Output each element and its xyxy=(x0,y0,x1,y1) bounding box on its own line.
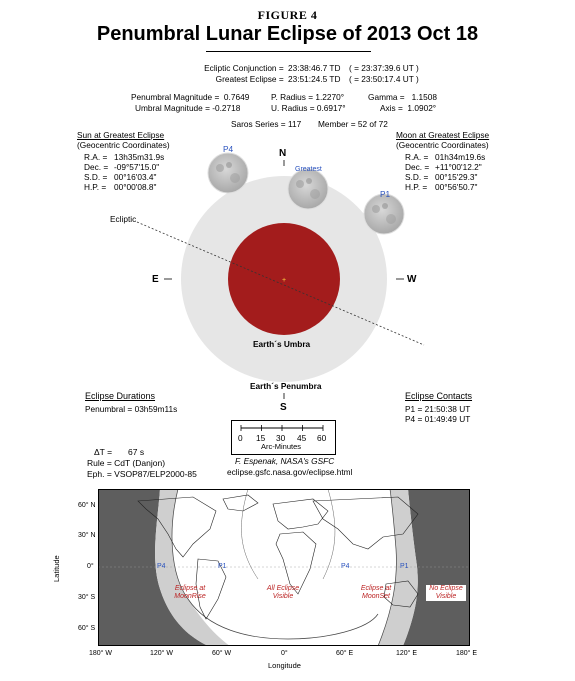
label-all-visible: All Eclipse Visible xyxy=(266,585,300,600)
west-label: W xyxy=(407,274,417,285)
scale-tick-60: 60 xyxy=(317,433,327,443)
lon-180w: 180° W xyxy=(89,650,113,657)
scale-label: Arc-Minutes xyxy=(261,442,302,451)
contacts-heading: Eclipse Contacts xyxy=(405,391,473,401)
rule: Rule = CdT (Danjon) xyxy=(87,458,166,468)
south-label: S xyxy=(280,402,287,413)
lat-0: 0° xyxy=(87,563,94,570)
moon-ra-value: 01h34m19.6s xyxy=(435,152,486,162)
scale-tick-30: 30 xyxy=(276,433,286,443)
moon-ra-key: R.A. = xyxy=(405,152,429,162)
lon-0: 0° xyxy=(281,650,288,657)
penumbral-duration: Penumbral = 03h59m11s xyxy=(85,404,178,414)
lat-60s: 60° S xyxy=(78,625,96,632)
moon-p4 xyxy=(208,153,248,193)
ecliptic-label: Ecliptic xyxy=(110,214,137,224)
scale-tick-15: 15 xyxy=(256,433,266,443)
label-no-eclipse: No Eclipse Visible xyxy=(426,585,466,601)
ephemeris: Eph. = VSOP87/ELP2000-85 xyxy=(87,469,197,479)
conjunction-ut: ( = 23:37:39.6 UT ) xyxy=(349,63,419,73)
greatest-label: Greatest Eclipse = xyxy=(215,74,286,84)
label-moonrise: Eclipse at MoonRise xyxy=(174,585,206,600)
sun-subheading: (Geocentric Coordinates) xyxy=(77,140,170,150)
penumbral-magnitude: Penumbral Magnitude = 0.7649 xyxy=(131,92,250,102)
lon-60e: 60° E xyxy=(336,650,354,657)
moon-hp-value: 00°56'50.7" xyxy=(435,182,478,192)
moon-heading: Moon at Greatest Eclipse xyxy=(396,130,490,140)
map-ylabel: Latitude xyxy=(52,555,61,582)
sun-hp-value: 00°00'08.8" xyxy=(114,182,157,192)
moon-greatest-label: Greatest xyxy=(295,166,322,173)
greatest-value: 23:51:24.5 TD xyxy=(288,74,341,84)
moon-greatest xyxy=(288,169,328,209)
east-label: E xyxy=(152,274,159,285)
umbra-center-mark: + xyxy=(281,277,287,284)
moon-p1-label: P1 xyxy=(380,189,391,199)
gamma: Gamma = 1.1508 xyxy=(368,92,437,102)
credit-url: eclipse.gsfc.nasa.gov/eclipse.html xyxy=(227,467,353,477)
credit-author: F. Espenak, NASA's GSFC xyxy=(235,456,335,466)
lon-180e: 180° E xyxy=(456,650,478,657)
moon-p4-label: P4 xyxy=(223,144,234,154)
sun-ra-key: R.A. = xyxy=(84,152,108,162)
durations-heading: Eclipse Durations xyxy=(85,391,156,401)
moon-dec-value: +11°00'12.2" xyxy=(435,162,482,172)
sun-sd-key: S.D. = xyxy=(84,172,108,182)
lon-60w: 60° W xyxy=(212,650,232,657)
moon-p1 xyxy=(364,194,404,234)
scale-tick-0: 0 xyxy=(238,433,243,443)
moon-subheading: (Geocentric Coordinates) xyxy=(396,140,489,150)
map-p4-left: P4 xyxy=(157,563,166,570)
penumbra-label: Earth´s Penumbra xyxy=(250,381,322,391)
saros-series: Saros Series = 117 xyxy=(231,119,302,129)
delta-t-label: ΔT = xyxy=(94,447,113,457)
moon-sd-value: 00°15'29.3" xyxy=(435,172,478,182)
lat-30n: 30° N xyxy=(78,532,96,539)
page-title: Penumbral Lunar Eclipse of 2013 Oct 18 xyxy=(96,23,479,45)
conjunction-value: 23:38:46.7 TD xyxy=(288,63,341,73)
scale-tick-45: 45 xyxy=(297,433,307,443)
map-p4-right: P4 xyxy=(341,563,350,570)
eclipse-diagram xyxy=(0,140,575,420)
greatest-ut: ( = 23:50:17.4 UT ) xyxy=(349,74,419,84)
sun-sd-value: 00°16'03.4" xyxy=(114,172,157,182)
lon-120w: 120° W xyxy=(150,650,174,657)
sun-dec-value: -09°57'15.0" xyxy=(114,162,160,172)
map-p1-left: P1 xyxy=(218,563,227,570)
umbra-label: Earth´s Umbra xyxy=(253,339,311,349)
moon-dec-key: Dec. = xyxy=(405,162,430,172)
title-underline xyxy=(206,51,371,52)
delta-t-value: 67 s xyxy=(128,447,145,457)
moon-hp-key: H.P. = xyxy=(405,182,428,192)
axis: Axis = 1.0902° xyxy=(380,103,437,113)
penumbral-radius: P. Radius = 1.2270° xyxy=(271,92,345,102)
saros-member: Member = 52 of 72 xyxy=(318,119,388,129)
sun-dec-key: Dec. = xyxy=(84,162,109,172)
map-frame xyxy=(98,489,470,646)
lat-30s: 30° S xyxy=(78,594,96,601)
lat-60n: 60° N xyxy=(78,502,96,509)
contact-p1: P1 = 21:50:38 UT xyxy=(405,404,471,414)
umbral-radius: U. Radius = 0.6917° xyxy=(271,103,346,113)
map-p1-right: P1 xyxy=(400,563,409,570)
moon-sd-key: S.D. = xyxy=(405,172,429,182)
sun-hp-key: H.P. = xyxy=(84,182,107,192)
umbral-magnitude: Umbral Magnitude = -0.2718 xyxy=(135,103,241,113)
north-label: N xyxy=(279,148,287,159)
label-moonset: Eclipse at MoonSet xyxy=(360,585,392,600)
contact-p4: P4 = 01:49:49 UT xyxy=(405,414,471,424)
sun-ra-value: 13h35m31.9s xyxy=(114,152,165,162)
sun-heading: Sun at Greatest Eclipse xyxy=(77,130,165,140)
figure-label: FIGURE 4 xyxy=(257,8,318,22)
lon-120e: 120° E xyxy=(396,650,418,657)
conjunction-label: Ecliptic Conjunction = xyxy=(204,63,286,73)
map-xlabel: Longitude xyxy=(268,661,301,670)
